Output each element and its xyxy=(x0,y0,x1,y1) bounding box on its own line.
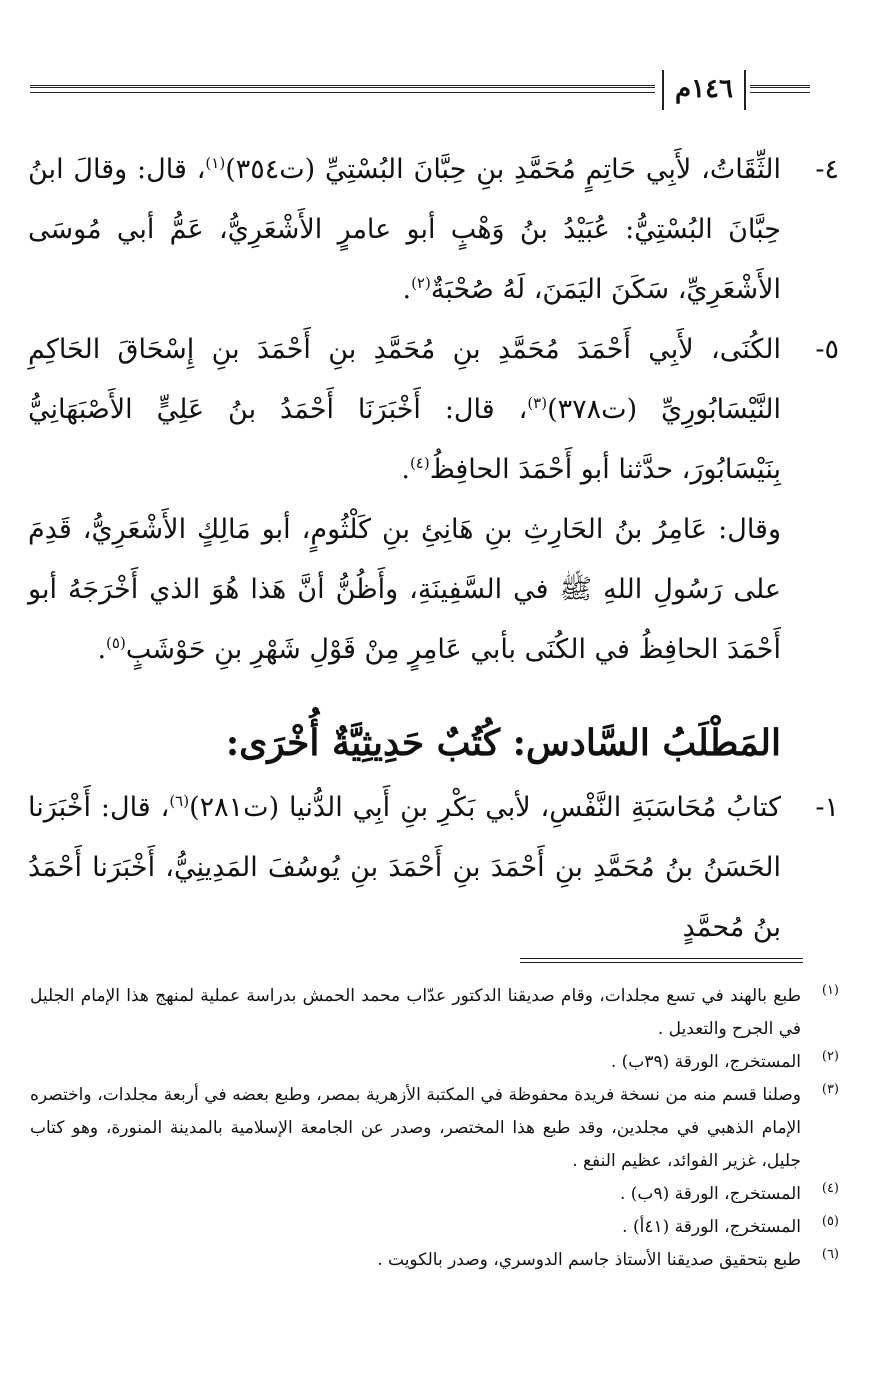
footnote-2 xyxy=(30,1046,839,1079)
page-header xyxy=(30,70,810,110)
item-text: الثِّقَاتُ، لأَبِي حَاتِمٍ مُحَمَّدِ بنِ حِبَّانَ البُسْتِيِّ (ت٣٥٤) xyxy=(225,154,781,185)
footnote-number: (١) xyxy=(821,983,839,998)
footnote-text: طبع بتحقيق صديقنا الأستاذ جاسم الدوسري، وصدر بالكويت . xyxy=(377,1250,801,1270)
footnote-4 xyxy=(30,1178,839,1211)
item-text: . xyxy=(402,274,412,305)
page-number: ١٤٦م xyxy=(662,70,746,110)
footnote-ref[interactable]: (٣) xyxy=(527,394,548,412)
footnote-number: (٥) xyxy=(821,1214,839,1229)
footnote-1 xyxy=(30,980,839,1046)
item-text: . xyxy=(401,454,410,485)
footnote-ref[interactable]: (٢) xyxy=(411,274,431,292)
main-text xyxy=(28,140,839,958)
list-item-1 xyxy=(28,778,839,958)
paragraph xyxy=(28,500,839,680)
footnote-number: (٣) xyxy=(821,1082,839,1097)
footnote-5 xyxy=(30,1211,839,1244)
item-number: ٥- xyxy=(815,334,839,365)
footnote-number: (٢) xyxy=(821,1049,839,1064)
section-title: المَطْلَبُ السَّادس: كُتُبٌ حَدِيثِيَّةٌ أُخْرَى: xyxy=(225,722,781,764)
footnotes xyxy=(30,980,839,1277)
item-text: ، قال: وقالَ ابنُ حِبَّانَ البُسْتِيُّ: عُبَيْدُ بنُ وَهْبٍ أبو عامرٍ الأَشْعَرِيُّ، عَمُّ أبي مُوسَى الأَشْعَرِيِّ، سَكَنَ اليَمَنَ، لَهُ صُحْبَةٌ xyxy=(28,154,781,305)
footnote-ref[interactable]: (٥) xyxy=(106,634,126,652)
footnote-number: (٤) xyxy=(821,1181,839,1196)
footnote-ref[interactable]: (٤) xyxy=(409,454,430,472)
paragraph-text: وقال: عَامِرُ بنُ الحَارِثِ بنِ هَانِئِ بنِ كَلْثُومٍ، أبو مَالِكٍ الأَشْعَرِيُّ، قَدِمَ على رَسُولِ اللهِ ﷺ في السَّفِينَةِ، وأَظُنُّ أنَّ هَذا هُوَ الذي أَخْرَجَهُ أبو أَحْمَدَ الحافِظُ في الكُنَى بأبي عَامِرٍ مِنْ قَوْلِ شَهْرِ بنِ حَوْشَبٍ xyxy=(28,514,781,665)
item-text: كتابُ مُحَاسَبَةِ النَّفْسِ، لأبي بَكْرِ بنِ أَبِي الدُّنيا (ت٢٨١) xyxy=(189,792,781,823)
item-text: الكُنَى، لأَبِي أَحْمَدَ مُحَمَّدِ بنِ مُحَمَّدِ بنِ أَحْمَدَ بنِ إِسْحَاقَ الحَاكِمِ النَّيْسَابُورِيِّ (ت٣٧٨) xyxy=(28,334,781,425)
footnote-separator xyxy=(520,958,803,963)
item-number: ٤- xyxy=(815,154,839,185)
footnote-6 xyxy=(30,1244,839,1277)
list-item-5 xyxy=(28,320,839,500)
list-item-4 xyxy=(28,140,839,320)
item-text: ، قال: أَخْبَرَنَا أَحْمَدُ بنُ عَلِيٍّ الأَصْبَهَانِيُّ بِنَيْسَابُورَ، حدَّثنا أبو أَحْمَدَ الحافِظُ xyxy=(28,394,781,485)
item-text: ، قال: أَخْبَرَنا الحَسَنُ بنُ مُحَمَّدِ بنِ أَحْمَدَ بنِ أَحْمَدَ بنِ يُوسُفَ المَدِينِيُّ، أَخْبَرَنا أَحْمَدُ بنُ مُحمَّدٍ xyxy=(28,792,781,943)
footnote-text: المستخرج، الورقة (٤١أ) . xyxy=(622,1217,801,1237)
footnote-text: المستخرج، الورقة (٩ب) . xyxy=(619,1184,801,1204)
footnote-ref[interactable]: (١) xyxy=(205,154,226,172)
footnote-3 xyxy=(30,1079,839,1178)
header-rule-left xyxy=(30,85,655,93)
footnote-text: طبع بالهند في تسع مجلدات، وقام صديقنا الدكتور عدّاب محمد الحمش بدراسة عملية لمنهج هذا الإمام الجليل في الجرح والتعديل . xyxy=(30,986,801,1039)
header-rule-right xyxy=(750,85,810,93)
footnote-number: (٦) xyxy=(821,1247,839,1262)
footnote-ref[interactable]: (٦) xyxy=(169,792,190,810)
item-number: ١- xyxy=(815,792,839,823)
footnote-text: المستخرج، الورقة (٣٩ب) . xyxy=(610,1052,801,1072)
paragraph-text: . xyxy=(97,634,107,665)
footnote-text: وصلنا قسم منه من نسخة فريدة محفوظة في المكتبة الأزهرية بمصر، وطبع بعضه في أربعة مجلدات، واختصره الإمام الذهبي في مجلدين، وقد طبع هذا المختصر، وصدر عن الجامعة الإسلامية بالمدينة المنورة، وهو كتاب جليل، غزير الفوائد، عظيم النفع . xyxy=(30,1085,801,1171)
